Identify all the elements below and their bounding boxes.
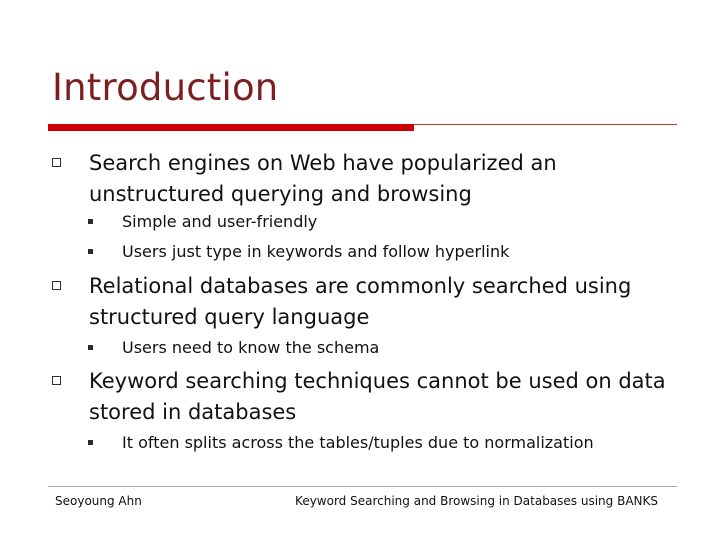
bullet-3 xyxy=(52,366,682,428)
filled-square-bullet-icon xyxy=(88,249,93,254)
footer-author: Seoyoung Ahn xyxy=(55,494,142,508)
bullet-1-sub-1 xyxy=(88,211,688,233)
bullet-2-sub-1-text: Users need to know the schema xyxy=(122,338,380,357)
bullet-1-sub-2-text: Users just type in keywords and follow hyperlink xyxy=(122,242,510,261)
slide-title: Introduction xyxy=(52,66,279,109)
hollow-square-bullet-icon xyxy=(52,376,61,385)
bullet-3-sub-1-text: It often splits across the tables/tuples due to normalization xyxy=(122,433,594,452)
footer-title: Keyword Searching and Browsing in Databases using BANKS xyxy=(295,494,658,508)
bullet-2-text: Relational databases are commonly searched using structured query language xyxy=(89,274,632,329)
bullet-2-sub-1 xyxy=(88,337,688,359)
filled-square-bullet-icon xyxy=(88,219,93,224)
hollow-square-bullet-icon xyxy=(52,281,61,290)
bullet-1-text: Search engines on Web have popularized an unstructured querying and browsing xyxy=(89,151,557,206)
bullet-2 xyxy=(52,271,682,333)
bullet-3-text: Keyword searching techniques cannot be used on data stored in databases xyxy=(89,369,666,424)
bullet-3-sub-1 xyxy=(88,432,688,454)
bullet-1-sub-2 xyxy=(88,241,688,263)
bullet-1 xyxy=(52,148,682,210)
footer-divider xyxy=(48,486,677,487)
hollow-square-bullet-icon xyxy=(52,158,61,167)
filled-square-bullet-icon xyxy=(88,345,93,350)
bullet-1-sub-1-text: Simple and user-friendly xyxy=(122,212,318,231)
title-underline-accent xyxy=(48,124,414,131)
filled-square-bullet-icon xyxy=(88,440,93,445)
